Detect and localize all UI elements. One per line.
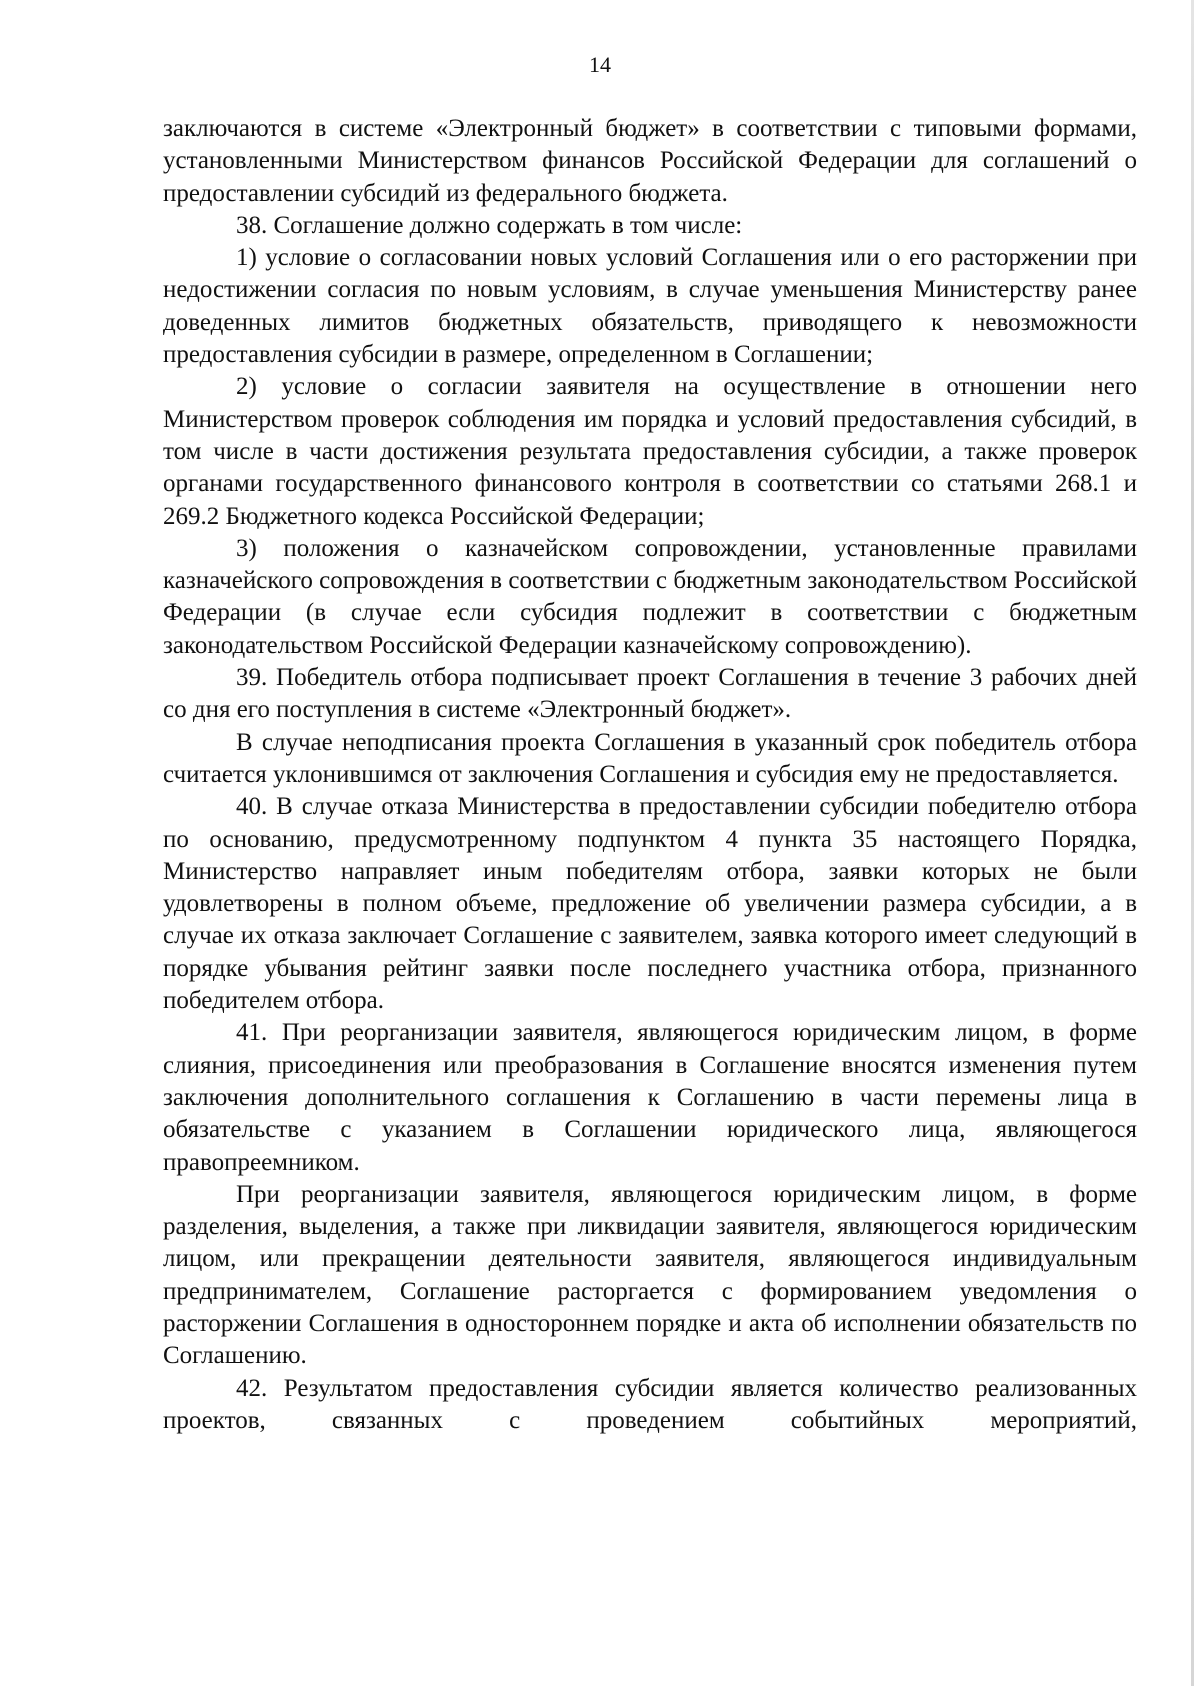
page-number: 14 bbox=[589, 52, 611, 77]
paragraph-39: 39. Победитель отбора подписывает проект Соглашения в течение 3 рабочих дней со дня его поступления в системе «Электронный бюджет». bbox=[163, 664, 1137, 724]
paragraph-41-continuation: При реорганизации заявителя, являющегося юридическим лицом, в форме разделения, выделения, а также при ликвидации заявителя, являющегося юридическим лицом, или прекращении деятельности заявителя, являющегося индивидуальным предпринимателем, Соглашение расторгается с формированием уведомления о расторжении Соглашения в одностороннем порядке и акта об исполнении обязательств по Соглашению. bbox=[163, 1180, 1137, 1370]
paragraph-38: 38. Соглашение должно содержать в том числе: bbox=[236, 211, 743, 239]
document-text bbox=[163, 113, 1137, 1437]
paragraph-38-item-1: 1) условие о согласовании новых условий Соглашения или о его расторжении при недостижении согласия по новым условиям, в случае уменьшения Министерству ранее доведенных лимитов бюджетных обязательств, приводящего к невозможности предоставления субсидии в размере, определенном в Соглашении; bbox=[163, 244, 1137, 369]
paragraph-42: 42. Результатом предоставления субсидии является количество реализованных проектов, связанных с проведением событийных мероприятий, bbox=[163, 1374, 1137, 1434]
scan-edge-shadow bbox=[1191, 0, 1194, 1686]
paragraph-41: 41. При реорганизации заявителя, являющегося юридическим лицом, в форме слияния, присоединения или преобразования в Соглашение вносятся изменения путем заключения дополнительного соглашения к Соглашению в части перемены лица в обязательстве с указанием в Соглашении юридического лица, являющегося правопреемником. bbox=[163, 1019, 1137, 1176]
paragraph-40: 40. В случае отказа Министерства в предоставлении субсидии победителю отбора по основанию, предусмотренному подпунктом 4 пункта 35 настоящего Порядка, Министерство направляет иным победителям отбора, заявки которых не были удовлетворены в полном объеме, предложение об увеличении размера субсидии, а в случае их отказа заключает Соглашение с заявителем, заявка которого имеет следующий в порядке убывания рейтинг заявки после последнего участника отбора, признанного победителем отбора. bbox=[163, 793, 1137, 1015]
paragraph-continuation: заключаются в системе «Электронный бюджет» в соответствии с типовыми формами, установленными Министерством финансов Российской Федерации для соглашений о предоставлении субсидий из федерального бюджета. bbox=[163, 115, 1137, 207]
paragraph-39-continuation: В случае неподписания проекта Соглашения в указанный срок победитель отбора считается уклонившимся от заключения Соглашения и субсидия ему не предоставляется. bbox=[163, 728, 1137, 788]
paragraph-38-item-2: 2) условие о согласии заявителя на осуществление в отношении него Министерством проверок соблюдения им порядка и условий предоставления субсидий, в том числе в части достижения результата предоставления субсидии, а также проверок органами государственного финансового контроля в соответствии со статьями 268.1 и 269.2 Бюджетного кодекса Российской Федерации; bbox=[163, 373, 1137, 530]
paragraph-38-item-3: 3) положения о казначейском сопровождении, установленные правилами казначейского сопровождения в соответствии с бюджетным законодательством Российской Федерации (в случае если субсидия подлежит в соответствии с бюджетным законодательством Российской Федерации казначейскому сопровождению). bbox=[163, 534, 1137, 659]
